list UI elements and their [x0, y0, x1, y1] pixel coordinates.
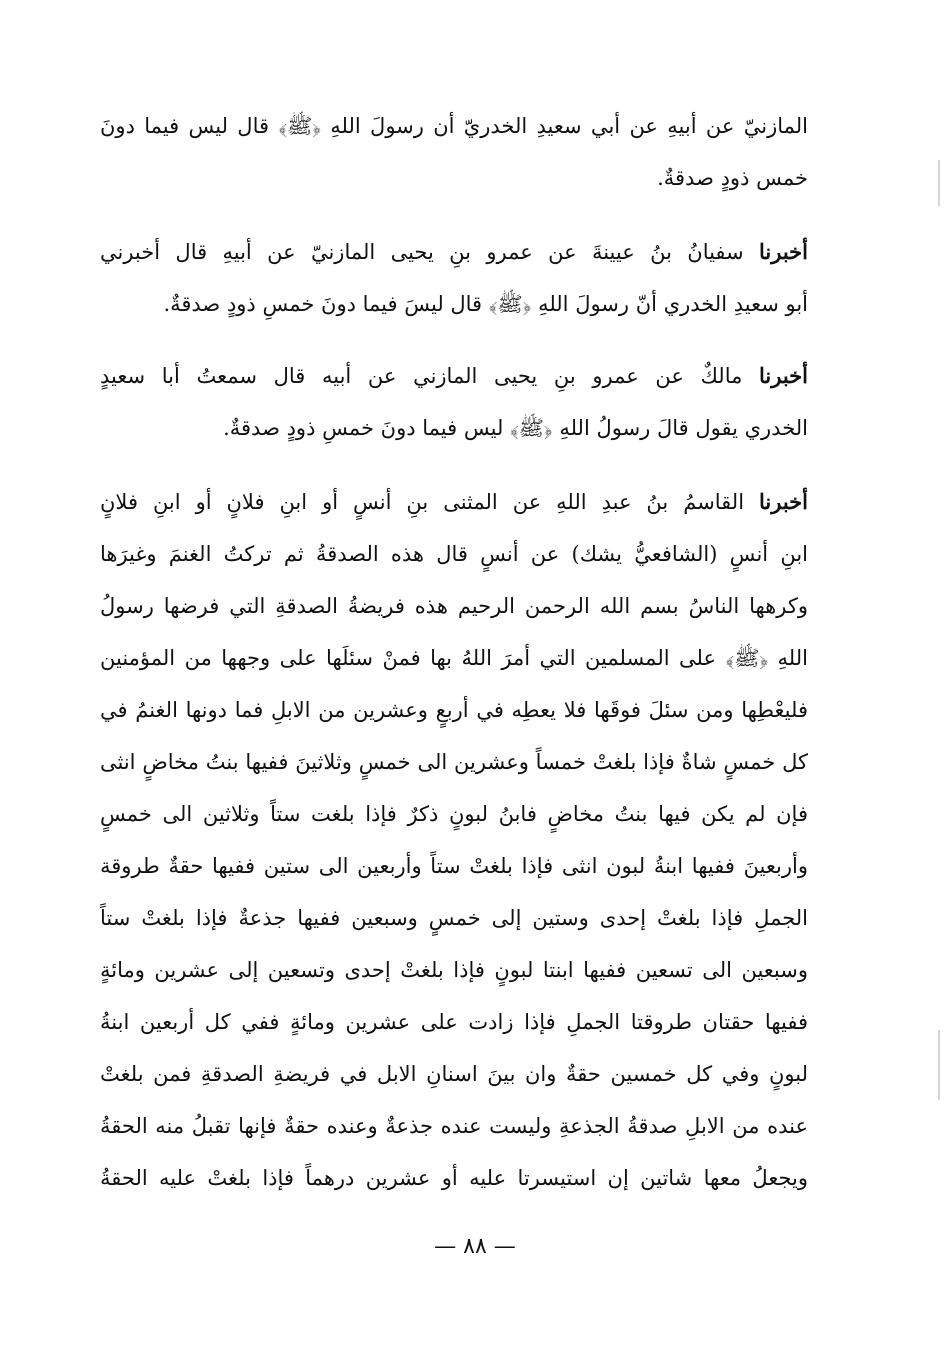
text-line: الخدري يقول قالَ رسولُ اللهِ ﴿ﷺ﴾ ليس فيما دونَ خمسِ ذودٍ صدقةٌ.: [223, 416, 808, 440]
text-line: وكرهها الناسُ بسم الله الرحمن الرحيم هذه فريضةُ الصدقةِ التي فرضها رسولُ: [100, 594, 808, 618]
text-line: كل خمسٍ شاةٌ فإذا بلغتْ خمساً وعشرين الى خمسٍ وثلاثينَ ففيها بنتُ مخاضٍ انثى: [100, 750, 808, 774]
scan-margin-mark: [938, 1030, 940, 1100]
text-line: [100, 350, 808, 402]
paragraph-3: [100, 350, 808, 454]
text-line: [100, 226, 808, 278]
paragraph-lead-word: أخبرنا: [759, 239, 808, 264]
scan-margin-mark: [938, 160, 940, 206]
text-line: عنده من الابلِ صدقةُ الجذعةِ وليست عنده جذعةٌ وعنده حقةٌ فإنها تقبلُ منه الحقةُ: [100, 1114, 808, 1138]
text-line: الجملِ فإذا بلغتْ إحدى وستين إلى خمسٍ وسبعين ففيها جذعةٌ فإذا بلغتْ ستاً: [100, 906, 808, 930]
text-line-body: مالكٌ عن عمرو بنِ يحيى المازني عن أبيه قال سمعتُ أبا سعيدٍ: [100, 364, 743, 388]
text-line: اللهِ ﴿ﷺ﴾ على المسلمين التي أمرَ اللهُ بها فمنْ سئلَها على وجهها من المؤمنين: [100, 646, 808, 670]
text-line: وأربعينَ ففيها ابنةُ لبون انثى فإذا بلغتْ ستاً وأربعين الى ستين ففيها حقةٌ طروقة: [100, 854, 808, 878]
text-line: وسبعين الى تسعين ففيها ابنتا لبونٍ فإذا بلغتْ إحدى وتسعين إلى عشرين ومائةٍ: [100, 958, 808, 982]
text-line-body: سفيانُ بنُ عيينةَ عن عمرو بنِ يحيى المازنيّ عن أبيهِ قال أخبرني: [100, 240, 744, 264]
paragraph-4: [100, 476, 808, 1204]
text-line: ابنِ أنسٍ (الشافعيُّ يشك) عن أنسٍ قال هذه الصدقةُ ثم تركتُ الغنمَ وغيرَها: [100, 542, 808, 566]
text-line: أبو سعيدِ الخدري أنّ رسولَ اللهِ ﴿ﷺ﴾ قال ليسَ فيما دونَ خمسِ ذودٍ صدقةٌ.: [163, 292, 808, 316]
text-line: المازنيّ عن أبيهِ عن أبي سعيدِ الخدريّ أن رسولَ اللهِ ﴿ﷺ﴾ قال ليس فيما دونَ: [100, 114, 808, 138]
text-line: فليعْطِها ومن سئلَ فوقَها فلا يعطِه في أربعٍ وعشرين من الابلِ فما دونها الغنمُ في: [100, 698, 808, 722]
text-line: ففيها حقتان طروقتا الجملِ فإذا زادت على عشرين ومائةٍ ففي كل أربعين ابنةُ: [100, 1010, 808, 1034]
text-line: [100, 476, 808, 528]
paragraph-1: [100, 100, 808, 204]
page-number: — ٨٨ —: [434, 1234, 516, 1259]
text-line: فإن لم يكن فيها بنتُ مخاضٍ فابنُ لبونٍ ذكرٌ فإذا بلغت ستاً وثلاثين الى خمسٍ: [100, 802, 808, 826]
text-line: ويجعلُ معها شاتين إن استيسرتا عليه أو عشرين درهماً فإذا بلغتْ عليه الحقةُ: [100, 1166, 808, 1190]
paragraph-lead-word: أخبرنا: [759, 363, 808, 388]
paragraph-lead-word: أخبرنا: [759, 489, 808, 514]
text-line: لبونٍ وفي كل خمسين حقةٌ وان بينَ اسنانِ الابل في فريضةِ الصدقةِ فمن بلغتْ: [100, 1062, 808, 1086]
text-line-body: القاسمُ بنُ عبدِ اللهِ عن المثنى بنِ أنسٍ أو ابنِ فلانٍ أو ابنِ فلانٍ: [100, 490, 745, 514]
paragraph-2: [100, 226, 808, 330]
text-line: خمس ذودٍ صدقةٌ.: [657, 166, 808, 190]
